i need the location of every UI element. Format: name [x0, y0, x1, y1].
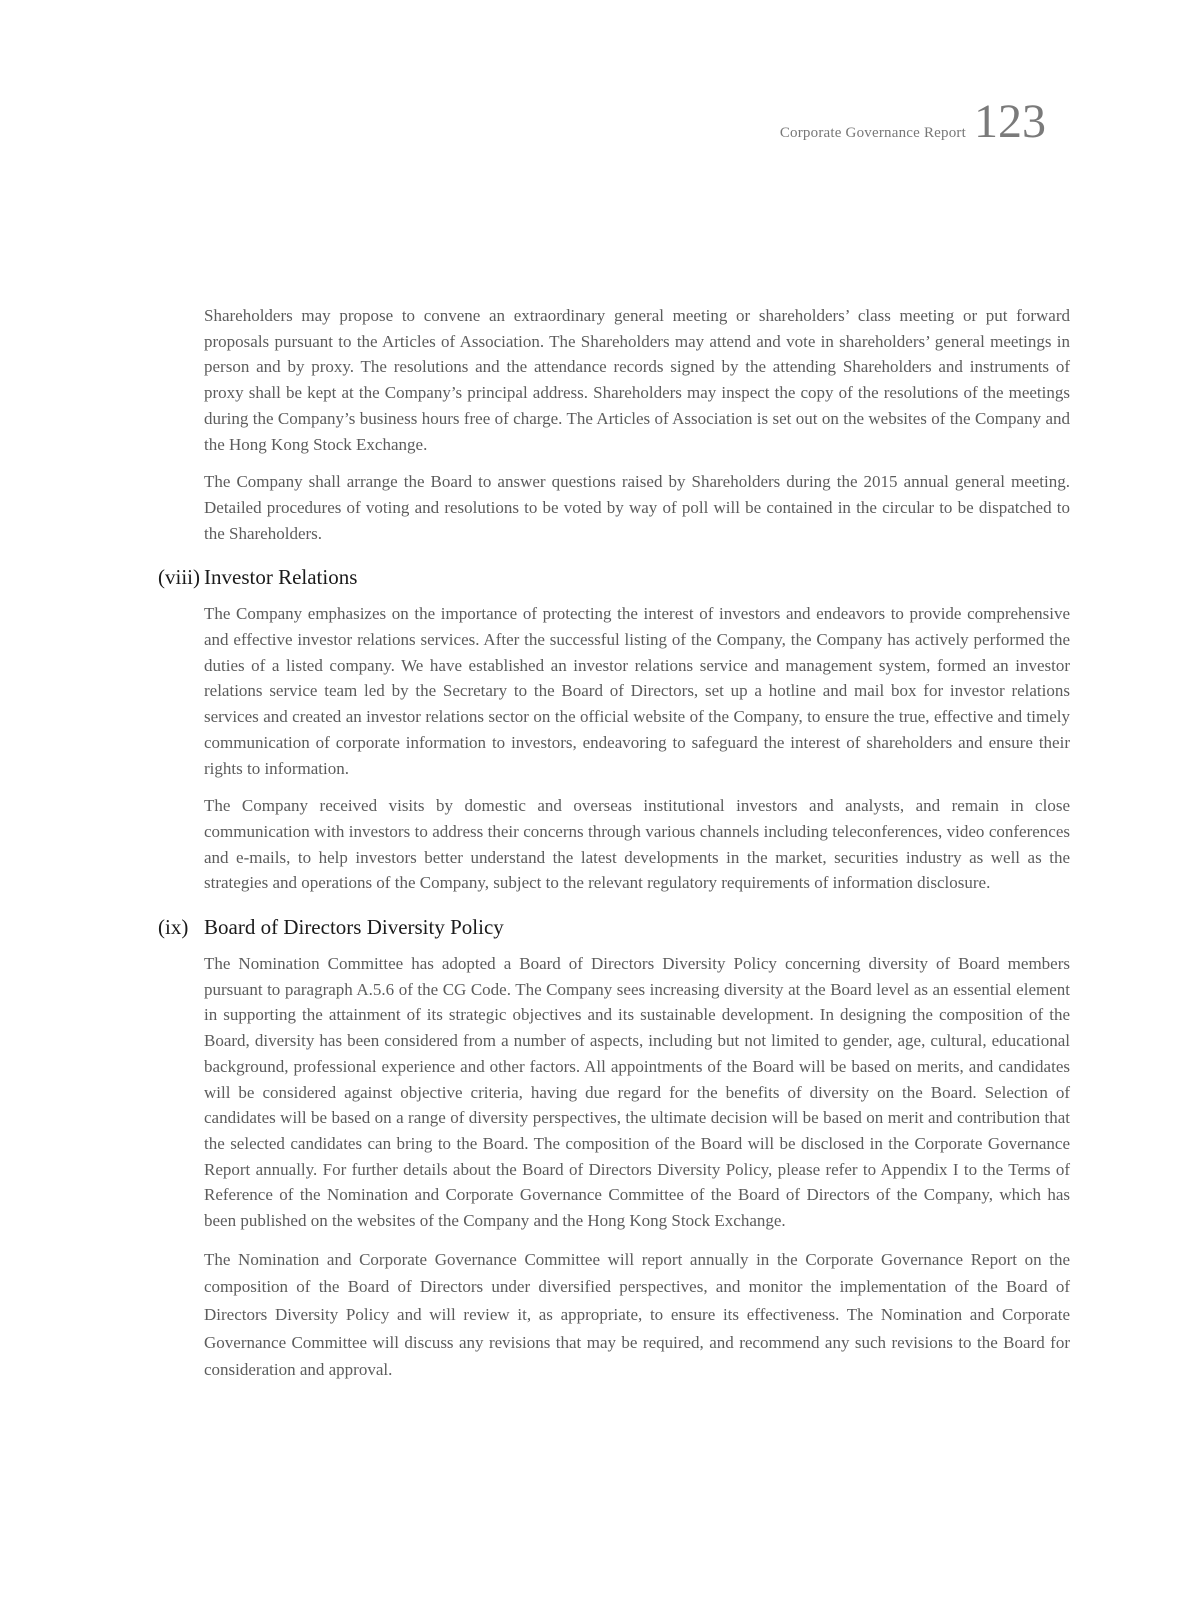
- intro-block: [204, 303, 1070, 546]
- section-title: Investor Relations: [204, 565, 358, 590]
- paragraph: The Nomination Committee has adopted a Board of Directors Diversity Policy concerning diversity of Board members pursuant to paragraph A.5.6 of the CG Code. The Company sees increasing diversity at the Board level as an essential element in supporting the attainment of its strategic objectives and its sustainable development. In designing the composition of the Board, diversity has been considered from a number of aspects, including but not limited to gender, age, cultural, educational background, professional experience and other factors. All appointments of the Board will be based on merits, and candidates will be considered against objective criteria, having due regard for the benefits of diversity on the Board. Selection of candidates will be based on a range of diversity perspectives, the ultimate decision will be based on merit and contribution that the selected candidates can bring to the Board. The composition of the Board will be disclosed in the Corporate Governance Report annually. For further details about the Board of Directors Diversity Policy, please refer to Appendix I to the Terms of Reference of the Nomination and Corporate Governance Committee of the Board of Directors of the Company, which has been published on the websites of the Company and the Hong Kong Stock Exchange.: [204, 954, 1070, 1231]
- section-heading-investor-relations: [158, 563, 1070, 591]
- paragraph: Shareholders may propose to convene an extraordinary general meeting or shareholders’ class meeting or put forward proposals pursuant to the Articles of Association. The Shareholders may attend and vote in shareholders’ general meetings in person and by proxy. The resolutions and the attendance records signed by the attending Shareholders and instruments of proxy shall be kept at the Company’s principal address. Shareholders may inspect the copy of the resolutions of the meetings during the Company’s business hours free of charge. The Articles of Association is set out on the websites of the Company and the Hong Kong Stock Exchange.: [204, 306, 1070, 454]
- paragraph: The Company emphasizes on the importance of protecting the interest of investors and endeavors to provide comprehensive and effective investor relations services. After the successful listing of the Company, the Company has actively performed the duties of a listed company. We have established an investor relations service and management system, formed an investor relations service team led by the Secretary to the Board of Directors, set up a hotline and mail box for investor relations services and created an investor relations sector on the official website of the Company, to ensure the true, effective and timely communication of corporate information to investors, endeavoring to safeguard the interest of shareholders and ensure their rights to information.: [204, 604, 1070, 778]
- section-number: (ix): [158, 915, 189, 940]
- report-title: Corporate Governance Report: [779, 125, 966, 141]
- section-heading-diversity-policy: [158, 913, 1070, 941]
- diversity-policy-block: [204, 951, 1070, 1384]
- paragraph: The Company shall arrange the Board to answer questions raised by Shareholders during the 2015 annual general meeting. Detailed procedures of voting and resolutions to be voted by way of poll will be contained in the circular to be dispatched to the Shareholders.: [204, 472, 1070, 543]
- investor-relations-block: [204, 601, 1070, 896]
- page-content: [158, 303, 1070, 1396]
- paragraph: The Nomination and Corporate Governance Committee will report annually in the Corporate Governance Report on the composition of the Board of Directors under diversified perspectives, and monitor the implementation of the Board of Directors Diversity Policy and will review it, as appropriate, to ensure its effectiveness. The Nomination and Corporate Governance Committee will discuss any revisions that may be required, and recommend any such revisions to the Board for consideration and approval.: [204, 1249, 1070, 1380]
- paragraph: The Company received visits by domestic and overseas institutional investors and analysts, and remain in close communication with investors to address their concerns through various channels including teleconferences, video conferences and e-mails, to help investors better understand the latest developments in the market, securities industry as well as the strategies and operations of the Company, subject to the relevant regulatory requirements of information disclosure.: [204, 796, 1070, 893]
- running-header: [779, 95, 1046, 148]
- section-title: Board of Directors Diversity Policy: [204, 915, 504, 940]
- page-number: 123: [974, 95, 1046, 148]
- section-number: (viii): [158, 565, 200, 590]
